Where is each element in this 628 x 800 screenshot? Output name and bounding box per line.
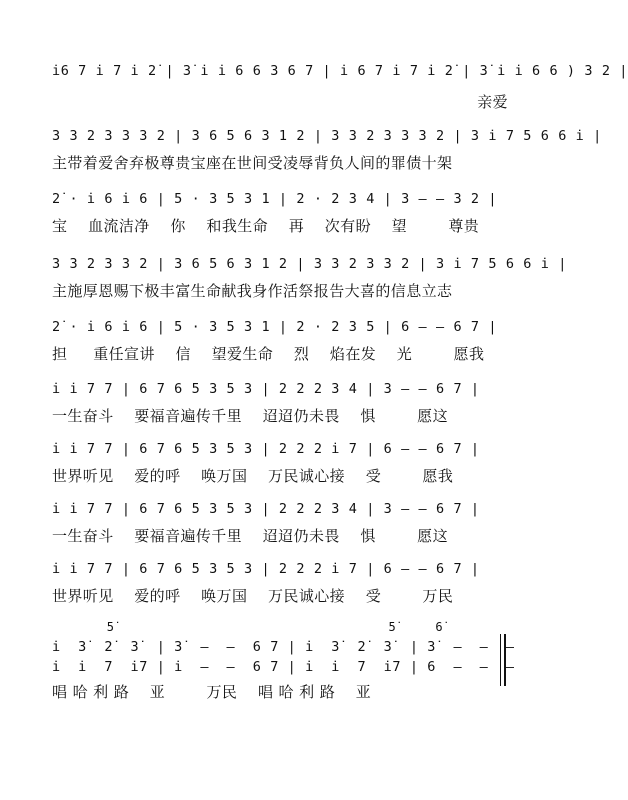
notation-line: 2̇ · i̇ 6 i̇ 6 | 5 · 3 5 3 1 | 2 · 2 3 5 | 6 – – 6 7 | [52, 319, 498, 335]
lyric-line: 亲爱 [477, 93, 508, 111]
notation-line: i̇ i̇ 7 7 | 6 7 6 5 3 5 3 | 2 2 2 i̇ 7 | 6 – – 6 7 | [52, 561, 480, 577]
lower-voice-line: i̇ i̇ 7 i̇7 | i̇ – – 6 7 | i̇ i̇ 7 i̇7 | 6 – – – [52, 659, 515, 675]
lyric-line: 一生奋斗 要福音遍传千里 迢迢仍未畏 惧 愿这 [52, 527, 448, 545]
lyric-line: 世界听见 爱的呼 唤万国 万民诚心接 受 万民 [52, 587, 454, 605]
notation-line: 2̇ · i̇ 6 i̇ 6 | 5 · 3 5 3 1 | 2 · 2 3 4 | 3 – – 3 2 | [52, 191, 498, 207]
final-barline [500, 634, 506, 686]
notation-line: i̇6 7 i̇ 7 i̇ 2̇ | 3̇ i̇ i̇ 6 6 3 6 7 | i̇ 6 7 i̇ 7 i̇ 2̇ | 3̇ i̇ i̇ 6 6 ) 3 2 | [52, 63, 628, 79]
notation-line: i̇ i̇ 7 7 | 6 7 6 5 3 5 3 | 2 2 2 3 4 | 3 – – 6 7 | [52, 381, 480, 397]
notation-line: 3 3 2 3 3 2 | 3 6 5 6 3 1 2 | 3 3 2 3 3 2 | 3 i̇ 7 5 6 6 i̇ | [52, 256, 567, 272]
lyric-line: 世界听见 爱的呼 唤万国 万民诚心接 受 愿我 [52, 467, 454, 485]
lyric-line: 主带着爱舍弃极尊贵宝座在世间受凌辱背负人间的罪债十架 [52, 154, 453, 172]
lyric-line: 宝 血流洁净 你 和我生命 再 次有盼 望 尊贵 [52, 217, 480, 235]
lyric-line: 担 重任宣讲 信 望爱生命 烈 焰在发 光 愿我 [52, 345, 485, 363]
upper-dot-marks: 5̇ 5̇ 6̇ [52, 620, 444, 634]
notation-line: i̇ i̇ 7 7 | 6 7 6 5 3 5 3 | 2 2 2 3 4 | 3 – – 6 7 | [52, 501, 480, 517]
lyric-line: 主施厚恩赐下极丰富生命献我身作活祭报告大喜的信息立志 [52, 282, 453, 300]
lyric-line: 一生奋斗 要福音遍传千里 迢迢仍未畏 惧 愿这 [52, 407, 448, 425]
notation-line: 3 3 2 3 3 3 2 | 3 6 5 6 3 1 2 | 3 3 2 3 3 3 2 | 3 i̇ 7 5 6 6 i̇ | [52, 128, 602, 144]
notation-line: i̇ i̇ 7 7 | 6 7 6 5 3 5 3 | 2 2 2 i̇ 7 | 6 – – 6 7 | [52, 441, 480, 457]
lyric-line: 唱 哈 利 路 亚 万民 唱 哈 利 路 亚 [52, 683, 372, 701]
upper-voice-line: i̇ 3̇ 2̇ 3̇ | 3̇ – – 6 7 | i̇ 3̇ 2̇ 3̇ | 3̇ – – – [52, 639, 515, 655]
